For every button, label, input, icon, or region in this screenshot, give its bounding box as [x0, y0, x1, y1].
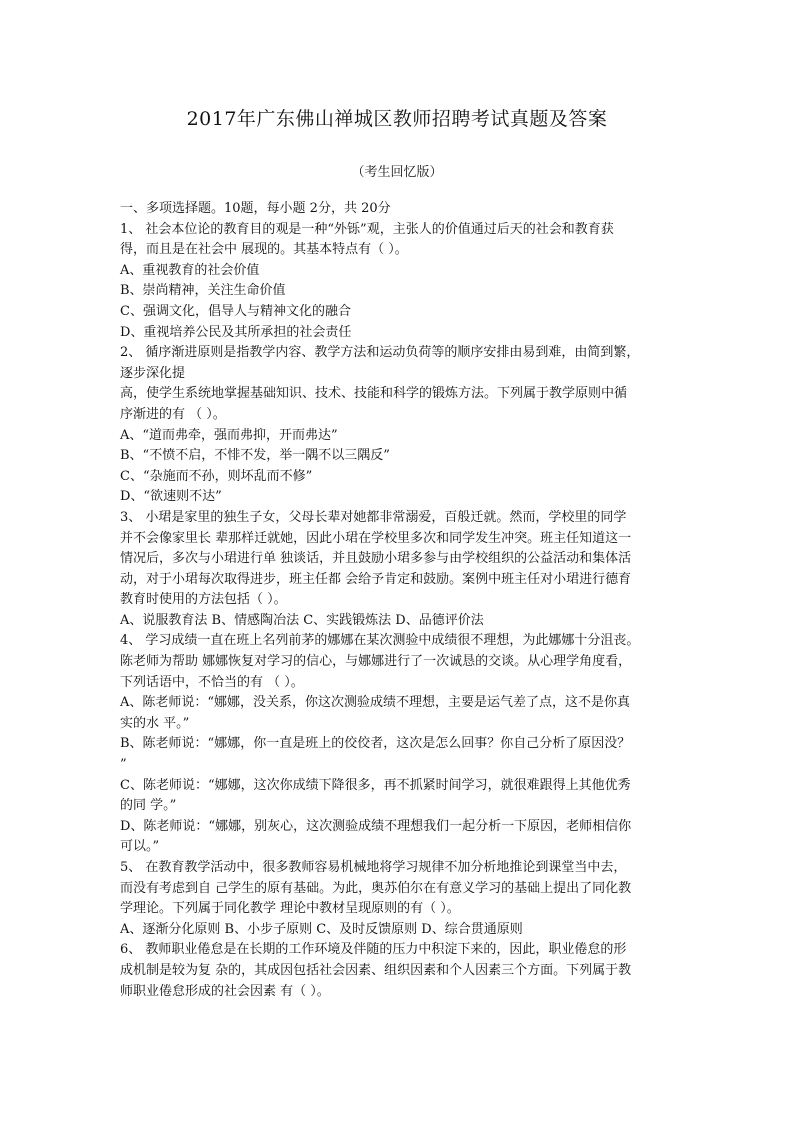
- question-2-line-2: 逐步深化提: [120, 365, 186, 381]
- page-subtitle: （考生回忆版）: [351, 165, 443, 180]
- question-4-line-1: 4、 学习成绩一直在班上名列前茅的娜娜在某次测验中成绩很不理想，为此娜娜十分沮丧。: [120, 633, 640, 649]
- question-1-line-2: 得，而且是在社会中 展现的。其基本特点有（ ）。: [120, 242, 408, 258]
- question-4-option-c-line-2: 的同 学。”: [120, 798, 177, 814]
- question-3-options: A、说服教育法 B、情感陶冶法 C、实践锻炼法 D、品德评价法: [120, 612, 484, 628]
- question-5-options: A、逐渐分化原则 B、小步子原则 C、及时反馈原则 D、综合贯通原则: [120, 921, 523, 937]
- question-4-option-c-line-1: C、陈老师说：“娜娜，这次你成绩下降很多，再不抓紧时间学习，就很难跟得上其他优秀: [120, 777, 631, 793]
- question-4-option-b-line-1: B、陈老师说：“娜娜，你一直是班上的佼佼者，这次是怎么回事？你自己分析了原因没？: [120, 736, 631, 752]
- question-4-option-a-line-2: 实的水 平。”: [120, 715, 190, 731]
- question-2-option-c: C、“杂施而不孙，则坏乱而不修”: [120, 468, 313, 484]
- page-title: 2017年广东佛山禅城区教师招聘考试真题及答案: [186, 108, 608, 130]
- question-3-line-1: 3、 小珺是家里的独生子女，父母长辈对她都非常溺爱，百般迁就。然而，学校里的同学: [120, 509, 627, 525]
- question-3-line-2: 并不会像家里长 辈那样迁就她，因此小珺在学校里多次和同学发生冲突。班主任知道这一: [120, 530, 632, 546]
- question-6-line-2: 成机制是较为复 杂的，其成因包括社会因素、组织因素和个人因素三个方面。下列属于教: [120, 962, 632, 978]
- question-1-option-a: A、重视教育的社会价值: [120, 262, 260, 278]
- question-3-line-3: 情况后，多次与小珺进行单 独谈话，并且鼓励小珺多参与由学校组织的公益活动和集体活: [120, 551, 632, 567]
- question-1-line-1: 1、 社会本位论的教育目的观是一种“外铄”观，主张人的价值通过后天的社会和教育获: [120, 221, 614, 237]
- question-1-option-c: C、强调文化，倡导人与精神文化的融合: [120, 303, 351, 319]
- question-body: [120, 199, 680, 1002]
- question-2-option-d: D、“欲速则不达”: [120, 489, 222, 505]
- question-4-option-b-line-2: ”: [120, 757, 127, 773]
- question-3-line-4: 动，对于小珺每次取得进步，班主任都 会给予肯定和鼓励。案例中班主任对小珺进行德育: [120, 571, 632, 587]
- question-3-line-5: 教育时使用的方法包括（ ）。: [120, 592, 287, 608]
- question-4-line-3: 下列话语中，不恰当的有 （ ）。: [120, 674, 304, 690]
- question-6-line-1: 6、 教师职业倦怠是在长期的工作环境及伴随的压力中积淀下来的，因此，职业倦怠的形: [120, 942, 627, 958]
- question-4-option-d-line-2: 可以。”: [120, 839, 160, 855]
- question-4-option-a-line-1: A、陈老师说：“娜娜，没关系，你这次测验成绩不理想，主要是运气差了点，这不是你真: [120, 695, 631, 711]
- question-4-line-2: 陈老师为帮助 娜娜恢复对学习的信心，与娜娜进行了一次诚恳的交谈。从心理学角度看，: [120, 654, 632, 670]
- question-2-option-a: A、“道而弗牵，强而弗抑，开而弗达”: [120, 427, 338, 443]
- question-5-line-2: 而没有考虑到自 己学生的原有基础。为此，奥苏伯尔在有意义学习的基础上提出了同化教: [120, 880, 632, 896]
- question-4-option-d-line-1: D、陈老师说：“娜娜，别灰心，这次测验成绩不理想我们一起分析一下原因，老师相信你: [120, 818, 632, 834]
- question-2-line-4: 序渐进的有 （ ）。: [120, 406, 226, 422]
- question-2-line-1: 2、 循序渐进原则是指教学内容、教学方法和运动负荷等的顺序安排由易到难，由简到繁，: [120, 345, 640, 361]
- question-1-option-b: B、崇尚精神，关注生命价值: [120, 283, 286, 299]
- question-1-option-d: D、重视培养公民及其所承担的社会责任: [120, 324, 352, 340]
- question-6-line-3: 师职业倦怠形成的社会因素 有（ ）。: [120, 983, 330, 999]
- question-2-option-b: B、“不愤不启，不悱不发，举一隅不以三隅反”: [120, 448, 390, 464]
- question-2-line-3: 高，使学生系统地掌握基础知识、技术、技能和科学的锻炼方法。下列属于教学原则中循: [120, 386, 628, 402]
- question-5-line-1: 5、 在教育教学活动中，很多教师容易机械地将学习规律不加分析地推论到课堂当中去，: [120, 860, 627, 875]
- section-heading: 一、多项选择题。10题，每小题 2分，共 20分: [120, 201, 391, 216]
- question-5-line-3: 学理论。下列属于同化教学 理论中教材呈现原则的有（ ）。: [120, 901, 460, 917]
